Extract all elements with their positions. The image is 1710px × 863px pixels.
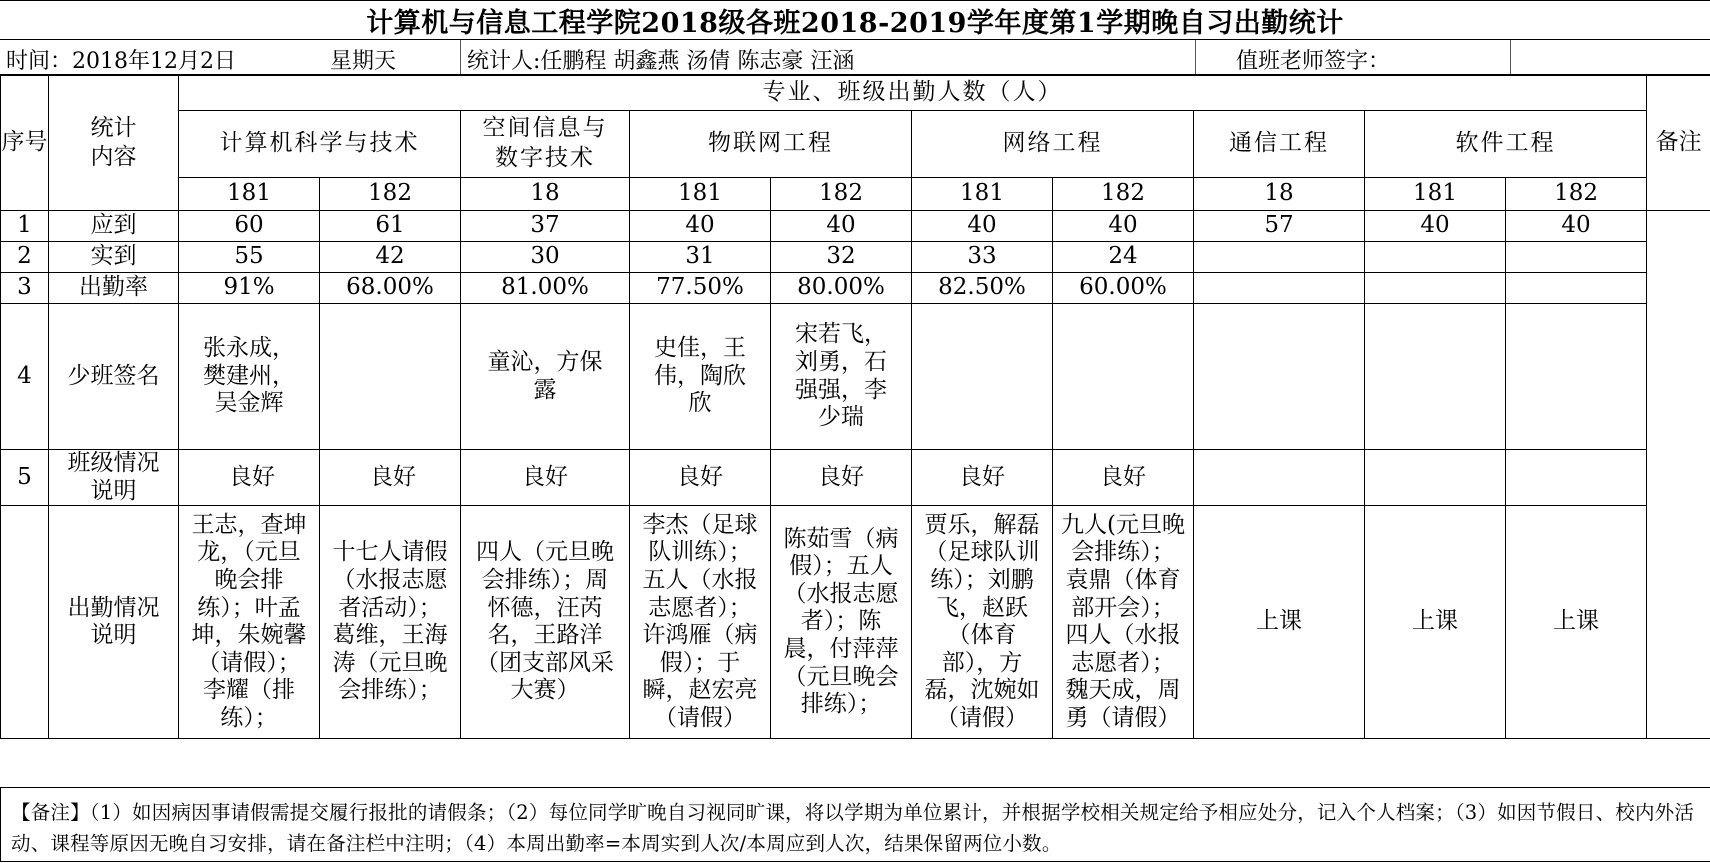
data-cell	[1194, 450, 1365, 506]
major-iot: 物联网工程	[630, 111, 912, 178]
major-cs: 计算机科学与技术	[179, 111, 461, 178]
header-seq: 序号	[1, 76, 49, 211]
class-header: 181	[179, 178, 320, 211]
data-cell: 68.00%	[320, 273, 461, 304]
data-cell	[320, 304, 461, 450]
major-telecom: 通信工程	[1194, 111, 1365, 178]
table-body	[1, 76, 1710, 739]
counters-label: 统计人:任鹏程 胡鑫燕 汤倩 陈志豪 汪涵	[467, 49, 855, 74]
row-label: 实到	[49, 242, 179, 273]
table-row	[1, 211, 1710, 242]
class-header: 182	[320, 178, 461, 211]
class-header: 18	[1194, 178, 1365, 211]
row-seq: 1	[1, 211, 49, 242]
weekday-label: 星期天	[330, 49, 397, 74]
class-header: 182	[1053, 178, 1194, 211]
class-header: 182	[771, 178, 912, 211]
row-seq: 2	[1, 242, 49, 273]
info-divider	[1195, 40, 1196, 74]
table-row	[1, 242, 1710, 273]
data-cell: 童沁，方保 露	[461, 304, 630, 450]
data-cell	[1194, 273, 1365, 304]
class-header: 181	[1365, 178, 1506, 211]
data-cell: 史佳，王 伟，陶欣 欣	[630, 304, 771, 450]
data-cell	[1365, 242, 1506, 273]
data-cell	[1365, 450, 1506, 506]
data-cell: 贾乐，解磊 （足球队训 练）；刘鹏 飞，赵跃 （体育 部），方 磊，沈婉如 （请假）	[912, 506, 1053, 739]
table-row	[1, 506, 1710, 739]
data-cell: 十七人请假 （水报志愿 者活动）； 葛维，王海 涛（元旦晚 会排练）；	[320, 506, 461, 739]
data-cell: 82.50%	[912, 273, 1053, 304]
data-cell: 31	[630, 242, 771, 273]
data-cell: 王志，查坤 龙，（元旦 晚会排 练）；叶孟 坤，朱婉馨 （请假）； 李耀（排 练）；	[179, 506, 320, 739]
data-cell: 上课	[1194, 506, 1365, 739]
major-software: 软件工程	[1365, 111, 1647, 178]
data-cell: 九人(元旦晚 会排练）； 袁鼎（体育 部开会）； 四人（水报 志愿者）； 魏天成，周 勇（请假）	[1053, 506, 1194, 739]
data-cell: 40	[771, 211, 912, 242]
info-divider	[460, 40, 461, 74]
info-bar	[0, 40, 1710, 75]
data-cell: 40	[1365, 211, 1506, 242]
data-cell	[1053, 304, 1194, 450]
data-cell	[1194, 304, 1365, 450]
data-cell: 四人（元旦晚 会排练）；周 怀德，汪芮 名，王路洋 （团支部风采 大赛）	[461, 506, 630, 739]
data-cell	[912, 304, 1053, 450]
data-cell	[1365, 304, 1506, 450]
data-cell: 57	[1194, 211, 1365, 242]
data-cell: 宋若飞， 刘勇，石 强强，李 少瑞	[771, 304, 912, 450]
table-row	[1, 450, 1710, 506]
data-cell: 33	[912, 242, 1053, 273]
data-cell: 60	[179, 211, 320, 242]
remark-cell	[1647, 211, 1710, 739]
data-cell: 24	[1053, 242, 1194, 273]
data-cell: 良好	[179, 450, 320, 506]
data-cell: 良好	[771, 450, 912, 506]
info-divider	[1510, 40, 1511, 74]
data-cell: 良好	[912, 450, 1053, 506]
major-spatial: 空间信息与 数字技术	[461, 111, 630, 178]
data-cell: 40	[630, 211, 771, 242]
data-cell: 77.50%	[630, 273, 771, 304]
row-label: 出勤情况 说明	[49, 506, 179, 739]
teacher-signature-label: 值班老师签字：	[1236, 49, 1391, 74]
data-cell: 80.00%	[771, 273, 912, 304]
data-cell: 40	[912, 211, 1053, 242]
row-label: 班级情况 说明	[49, 450, 179, 506]
table-row	[1, 304, 1710, 450]
row-seq	[1, 506, 49, 739]
data-cell: 良好	[320, 450, 461, 506]
row-seq: 4	[1, 304, 49, 450]
data-cell: 61	[320, 211, 461, 242]
sheet-title: 计算机与信息工程学院2018级各班2018-2019学年度第1学期晚自习出勤统计	[0, 0, 1710, 40]
data-cell	[1506, 242, 1647, 273]
header-content: 统计 内容	[49, 76, 179, 211]
data-cell: 上课	[1365, 506, 1506, 739]
table-row	[1, 273, 1710, 304]
major-network: 网络工程	[912, 111, 1194, 178]
data-cell: 91%	[179, 273, 320, 304]
data-cell: 55	[179, 242, 320, 273]
class-header: 181	[630, 178, 771, 211]
data-cell: 良好	[630, 450, 771, 506]
data-cell: 上课	[1506, 506, 1647, 739]
class-header: 181	[912, 178, 1053, 211]
data-cell	[1506, 273, 1647, 304]
data-cell: 30	[461, 242, 630, 273]
data-cell: 良好	[461, 450, 630, 506]
footer-note: 【备注】（1）如因病因事请假需提交履行报批的请假条；（2）每位同学旷晚自习视同旷课，将以学期为单位累计，并根据学校相关规定给予相应处分，记入个人档案；（3）如因节假日、校内外活动、课程等原因无晚自习安排，请在备注栏中注明；（4）本周出勤率=本周实到人次/本周应到人次，结果保留两位小数。	[0, 787, 1710, 862]
class-header: 18	[461, 178, 630, 211]
data-cell: 陈茹雪（病 假）；五人 （水报志愿 者）；陈 晨，付萍萍 （元旦晚会 排练）；	[771, 506, 912, 739]
row-seq: 3	[1, 273, 49, 304]
data-cell: 37	[461, 211, 630, 242]
row-seq: 5	[1, 450, 49, 506]
header-remark: 备注	[1647, 76, 1710, 211]
data-cell: 良好	[1053, 450, 1194, 506]
data-cell	[1506, 304, 1647, 450]
row-label: 出勤率	[49, 273, 179, 304]
data-cell: 60.00%	[1053, 273, 1194, 304]
data-cell: 40	[1053, 211, 1194, 242]
date-label: 时间：2018年12月2日	[6, 49, 236, 74]
data-cell	[1506, 450, 1647, 506]
data-cell	[1194, 242, 1365, 273]
data-cell: 81.00%	[461, 273, 630, 304]
row-label: 应到	[49, 211, 179, 242]
class-row	[1, 178, 1710, 211]
attendance-table	[0, 75, 1710, 739]
data-cell	[1365, 273, 1506, 304]
header-group: 专业、班级出勤人数（人）	[179, 76, 1647, 111]
row-label: 少班签名	[49, 304, 179, 450]
data-cell: 42	[320, 242, 461, 273]
data-cell: 张永成， 樊建州， 吴金辉	[179, 304, 320, 450]
class-header: 182	[1506, 178, 1647, 211]
data-cell: 40	[1506, 211, 1647, 242]
data-cell: 32	[771, 242, 912, 273]
data-cell: 李杰（足球 队训练）； 五人（水报 志愿者）； 许鸿雁（病 假）；于 瞬，赵宏亮 （请假）	[630, 506, 771, 739]
